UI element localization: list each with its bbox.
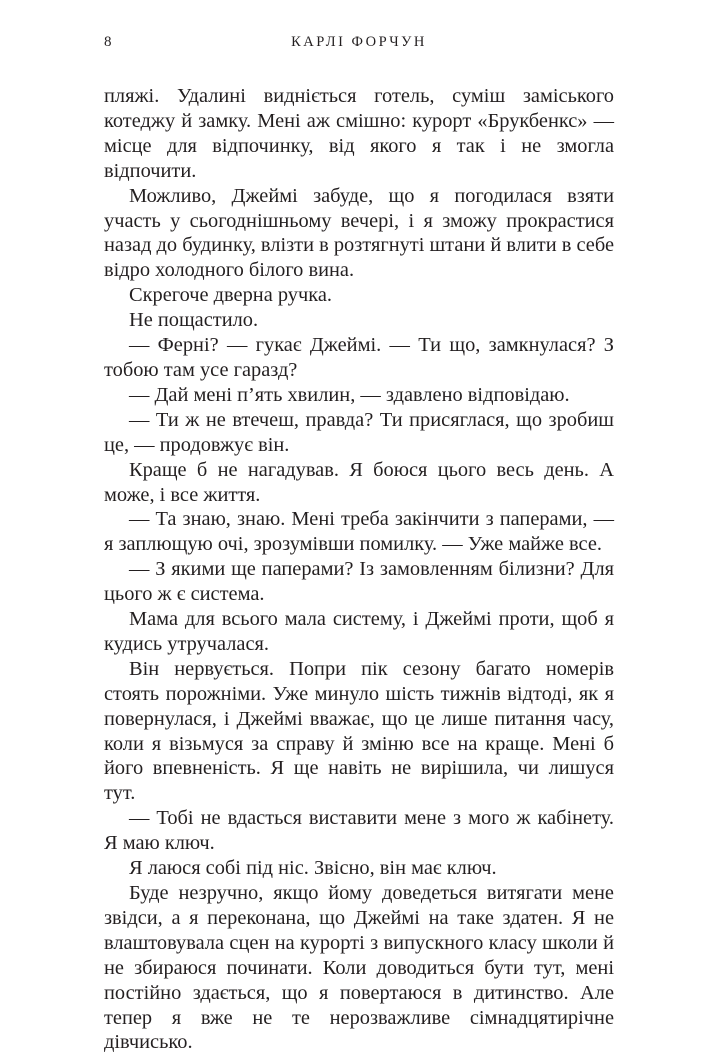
paragraph: — Ти ж не втечеш, правда? Ти присяглася, що зробиш це, — продовжує він. <box>104 408 614 456</box>
paragraph: — Дай мені п’ять хвилин, — здавлено відповідаю. <box>129 383 570 406</box>
page-header <box>104 34 614 54</box>
paragraph: Можливо, Джеймі забуде, що я погодилася взяти участь у сьогоднішньому вечері, і я зможу прокрастися назад до будинку, влізти в розтягнуті штани й влити в себе відро холодного білого вина. <box>104 184 614 282</box>
paragraph: Буде незручно, якщо йому доведеться витягати мене звідси, а я переконана, що Джеймі на таке здатен. Я не влаштовувала сцен на курорті з випускного класу школи й не збираюся починати. Коли доводиться бути тут, мені постійно здається, що я повертаюся в дитинство. Але тепер я вже не те нерозважливе сімнадцятирічне дівчисько. <box>104 882 614 1054</box>
paragraph: Мама для всього мала систему, і Джеймі проти, щоб я кудись утручалася. <box>104 608 614 655</box>
paragraph: пляжі. Удалині видніється готель, суміш заміського котеджу й замку. Мені аж смішно: курорт «Брукбенкс» — місце для відпочинку, від якого я так і не змогла відпочити. <box>104 85 614 182</box>
paragraph: Я лаюся собі під ніс. Звісно, він має ключ. <box>129 857 497 880</box>
paragraph: Він нервується. Попри пік сезону багато номерів стоять порожніми. Уже минуло шість тижнів відтоді, як я повернулася, і Джеймі вважає, що це лише питання часу, коли я візьмуся за справу й зміню все на краще. Мені б його впевненість. Я ще навіть не вирішила, чи лишуся тут. <box>104 657 614 805</box>
paragraph: Краще б не нагадував. Я боюся цього весь день. А може, і все життя. <box>104 458 614 506</box>
paragraph: — Та знаю, знаю. Мені треба закінчити з паперами, — я заплющую очі, зрозумівши помилку. — Уже майже все. <box>104 508 614 556</box>
paragraph: — Тобі не вдасться виставити мене з мого ж кабінету. Я маю ключ. <box>104 807 614 855</box>
paragraph: — Ферні? — гукає Джеймі. — Ти що, замкнулася? З тобою там усе гаразд? <box>104 334 614 381</box>
running-head-author: КАРЛІ ФОРЧУН <box>291 34 427 50</box>
paragraph: Скрегоче дверна ручка. <box>129 284 332 307</box>
paragraph: Не пощастило. <box>129 309 259 332</box>
page-number: 8 <box>104 34 112 50</box>
body-text <box>104 84 614 1055</box>
paragraph: — З якими ще паперами? Із замовленням білизни? Для цього ж є система. <box>104 558 614 606</box>
